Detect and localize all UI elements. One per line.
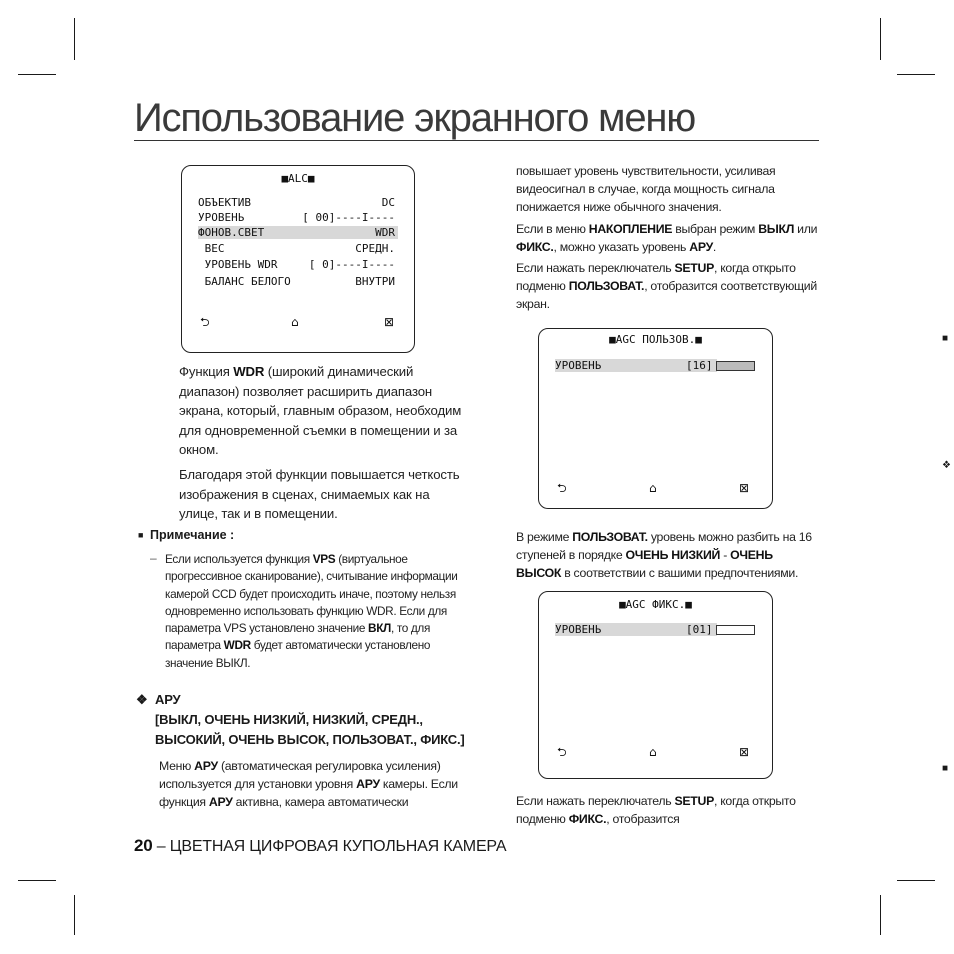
crop-mark: [880, 18, 881, 60]
text-bold: ФИКС.: [568, 812, 607, 827]
side-mark: ■: [942, 333, 949, 344]
text: повышает уровень чувствительности, усиливая видеосигнал в случае, когда мощность сигнала понижается ниже обычного значения.: [516, 164, 776, 215]
crop-mark: [897, 880, 935, 881]
note-dash: –: [150, 551, 157, 565]
text: , можно указать уровень: [553, 239, 690, 254]
text: или: [794, 221, 818, 236]
level-bar-fill: [717, 362, 754, 370]
text-bold: АРУ: [689, 239, 713, 254]
text: , то для параметра: [165, 621, 431, 653]
home-icon: ⌂: [291, 315, 299, 329]
side-mark: ❖: [942, 460, 951, 471]
crop-mark: [897, 74, 935, 75]
text-bold: ПОЛЬЗОВАТ.: [568, 279, 645, 294]
osd-row-label: ОБЪЕКТИВ: [198, 196, 251, 209]
osd-row-label: УРОВЕНЬ WDR: [198, 258, 278, 271]
text: , когда открыто подменю: [516, 794, 796, 827]
title-underline: [134, 140, 819, 141]
crop-mark: [74, 895, 75, 935]
text: (широкий динамический диапазон) позволяет расширить диапазон экрана, который, главным образом, необходим для одновременной съемки в помещении и за окном.: [179, 364, 462, 458]
text: Благодаря этой функции повышается четкость изображения в сценах, снимаемых как на улице, так и в помещении.: [179, 466, 460, 522]
text: Меню: [159, 759, 195, 773]
home-icon: ⌂: [649, 481, 657, 495]
text: .: [712, 239, 717, 254]
osd-title: ■AGC ПОЛЬЗОВ.■: [609, 333, 702, 346]
exit-icon: ⊠: [739, 481, 750, 495]
osd-row-label: УРОВЕНЬ: [198, 211, 245, 224]
osd-row-value: DC: [381, 196, 395, 209]
wdr-description: [179, 362, 464, 524]
osd-row-label: ВЕС: [198, 242, 225, 255]
osd-row-label: УРОВЕНЬ: [555, 359, 602, 372]
note-text: [165, 551, 465, 672]
osd-alc-menu: [181, 165, 415, 353]
text-bold: ПОЛЬЗОВАТ.: [572, 530, 648, 544]
level-bar: [716, 625, 755, 635]
back-icon: ⮌: [557, 745, 567, 759]
text: уровень можно разбить на 16 ступеней в порядке: [516, 530, 812, 563]
text: Если в меню: [516, 221, 589, 236]
osd-agc-user-menu: [538, 328, 773, 509]
text-bold: WDR: [223, 638, 251, 653]
osd-row-label: БАЛАНС БЕЛОГО: [198, 275, 291, 288]
osd-row-label: УРОВЕНЬ: [555, 623, 602, 636]
text-bold: SETUP: [674, 794, 714, 808]
text: Функция: [179, 364, 234, 379]
osd-agc-fix-menu: [538, 591, 773, 779]
agc-description: [159, 757, 459, 812]
text: (автоматическая регулировка усиления) используется для установки уровня: [159, 759, 441, 792]
page-title: Использование экранного меню: [134, 96, 696, 140]
text-bold: ОЧЕНЬ НИЗКИЙ: [625, 548, 721, 563]
osd-row-value: [ 00]----I----: [302, 211, 395, 224]
osd-row-value: WDR: [375, 226, 395, 239]
text-bold: ВЫКЛ: [758, 221, 795, 236]
text: Если используется функция: [165, 552, 313, 566]
back-icon: ⮌: [557, 481, 567, 495]
note-label: Примечание :: [150, 528, 235, 542]
text-bold: ФИКС.: [516, 239, 554, 254]
text: выбран режим: [672, 221, 759, 236]
text: в соответствии с вашими предпочтениями.: [561, 566, 799, 581]
osd-row-value: [16]: [686, 359, 713, 372]
crop-mark: [880, 895, 881, 935]
agc-options: [ВЫКЛ, ОЧЕНЬ НИЗКИЙ, НИЗКИЙ, СРЕДН., ВЫСОКИЙ, ОЧЕНЬ ВЫСОК, ПОЛЬЗОВАТ., ФИКС.]: [155, 712, 465, 747]
side-mark: ■: [942, 763, 949, 774]
agc-heading: АРУ: [155, 692, 181, 707]
exit-icon: ⊠: [739, 745, 750, 759]
text: активна, камера автоматически: [232, 795, 409, 810]
page-number: 20: [134, 836, 153, 855]
crop-mark: [18, 74, 56, 75]
text-bold: WDR: [233, 364, 265, 379]
back-icon: ⮌: [200, 315, 210, 329]
text: -: [720, 548, 731, 563]
text-bold: АРУ: [356, 777, 380, 792]
right-column-bottom: [516, 792, 818, 828]
osd-row-value: ВНУТРИ: [355, 275, 395, 288]
text: В режиме: [516, 530, 573, 544]
text-bold: ОЧЕНЬ ВЫСОК: [516, 548, 773, 581]
note-bullet: ■: [138, 530, 144, 540]
right-column-middle: [516, 528, 818, 583]
osd-row-value: [01]: [686, 623, 713, 636]
osd-row-value: [ 0]----I----: [308, 258, 395, 271]
home-icon: ⌂: [649, 745, 657, 759]
text-bold: АРУ: [208, 795, 233, 810]
osd-title: ■ALC■: [281, 172, 315, 185]
crop-mark: [74, 18, 75, 60]
text: будет автоматически установлено значение ВЫКЛ.: [165, 638, 431, 670]
agc-marker: ❖: [136, 692, 148, 707]
text: Если нажать переключатель: [516, 794, 675, 808]
text: Если нажать переключатель: [516, 261, 675, 276]
osd-row-label: ФОНОВ.СВЕТ: [198, 226, 265, 239]
exit-icon: ⊠: [384, 315, 395, 329]
text: , отобразится соответствующий экран.: [516, 279, 817, 312]
level-bar: [716, 361, 755, 371]
text-bold: VPS: [312, 552, 336, 566]
text-bold: НАКОПЛЕНИЕ: [588, 221, 673, 236]
right-column-top: [516, 162, 818, 314]
osd-row-value: СРЕДН.: [355, 242, 395, 255]
footer-text: – ЦВЕТНАЯ ЦИФРОВАЯ КУПОЛЬНАЯ КАМЕРА: [152, 838, 507, 855]
text-bold: SETUP: [674, 261, 714, 276]
text: , отобразится: [606, 812, 680, 827]
text: камеры. Если функция: [159, 777, 458, 810]
text: (виртуальное прогрессивное сканирование), считывание информации камерой CCD будет происходить иначе, поэтому нельзя одновременно использовать функцию WDR. Если для параметра VPS установлено значение: [165, 552, 458, 636]
page-footer: [134, 836, 506, 856]
text: , когда открыто подменю: [516, 261, 796, 294]
text-bold: АРУ: [194, 759, 218, 773]
osd-title: ■AGC ФИКС.■: [619, 598, 692, 611]
text-bold: ВКЛ: [368, 621, 391, 636]
crop-mark: [18, 880, 56, 881]
